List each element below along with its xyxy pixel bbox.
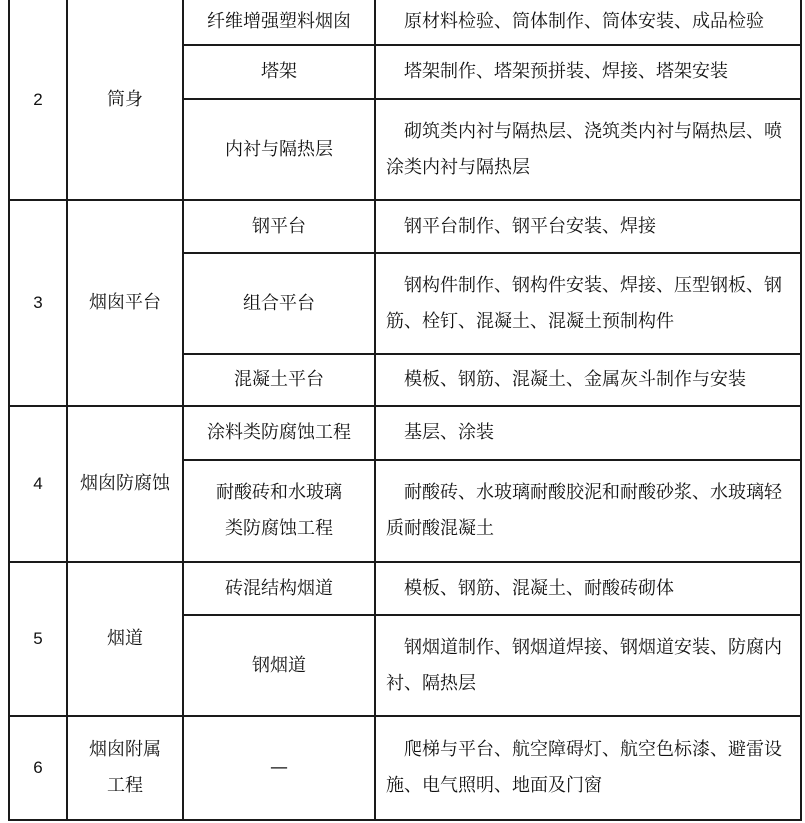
item-category: 筒身 bbox=[67, 0, 183, 200]
item-content: 钢烟道制作、钢烟道焊接、钢烟道安装、防腐内衬、隔热层 bbox=[375, 615, 801, 716]
table-row bbox=[9, 406, 801, 460]
item-number: 6 bbox=[9, 716, 67, 820]
item-content: 钢平台制作、钢平台安装、焊接 bbox=[375, 200, 801, 253]
item-content: 砌筑类内衬与隔热层、浇筑类内衬与隔热层、喷涂类内衬与隔热层 bbox=[375, 99, 801, 200]
item-content: 基层、涂装 bbox=[375, 406, 801, 460]
sub-item: 耐酸砖和水玻璃类防腐蚀工程 bbox=[183, 460, 375, 562]
table-row bbox=[9, 562, 801, 615]
item-category: 烟囱平台 bbox=[67, 200, 183, 406]
sub-item: 塔架 bbox=[183, 45, 375, 99]
item-content: 耐酸砖、水玻璃耐酸胶泥和耐酸砂浆、水玻璃轻质耐酸混凝土 bbox=[375, 460, 801, 562]
table-row bbox=[9, 0, 801, 45]
item-number: 5 bbox=[9, 562, 67, 716]
item-content: 钢构件制作、钢构件安装、焊接、压型钢板、钢筋、栓钉、混凝土、混凝土预制构件 bbox=[375, 253, 801, 354]
item-number: 3 bbox=[9, 200, 67, 406]
construction-items-table bbox=[8, 0, 802, 821]
sub-item: 砖混结构烟道 bbox=[183, 562, 375, 615]
sub-item: 钢烟道 bbox=[183, 615, 375, 716]
item-content: 原材料检验、筒体制作、筒体安装、成品检验 bbox=[375, 0, 801, 45]
table-row bbox=[9, 200, 801, 253]
item-number: 2 bbox=[9, 0, 67, 200]
item-content: 爬梯与平台、航空障碍灯、航空色标漆、避雷设施、电气照明、地面及门窗 bbox=[375, 716, 801, 820]
item-category: 烟道 bbox=[67, 562, 183, 716]
sub-item: 组合平台 bbox=[183, 253, 375, 354]
item-category: 烟囱附属工程 bbox=[67, 716, 183, 820]
sub-item: 混凝土平台 bbox=[183, 354, 375, 406]
table-row bbox=[9, 716, 801, 820]
sub-item: 钢平台 bbox=[183, 200, 375, 253]
sub-item: 涂料类防腐蚀工程 bbox=[183, 406, 375, 460]
sub-item: 内衬与隔热层 bbox=[183, 99, 375, 200]
item-content: 塔架制作、塔架预拼装、焊接、塔架安装 bbox=[375, 45, 801, 99]
item-category: 烟囱防腐蚀 bbox=[67, 406, 183, 562]
item-content: 模板、钢筋、混凝土、金属灰斗制作与安装 bbox=[375, 354, 801, 406]
sub-item: 纤维增强塑料烟囱 bbox=[183, 0, 375, 45]
item-number: 4 bbox=[9, 406, 67, 562]
sub-item-dash: — bbox=[183, 716, 375, 820]
item-content: 模板、钢筋、混凝土、耐酸砖砌体 bbox=[375, 562, 801, 615]
